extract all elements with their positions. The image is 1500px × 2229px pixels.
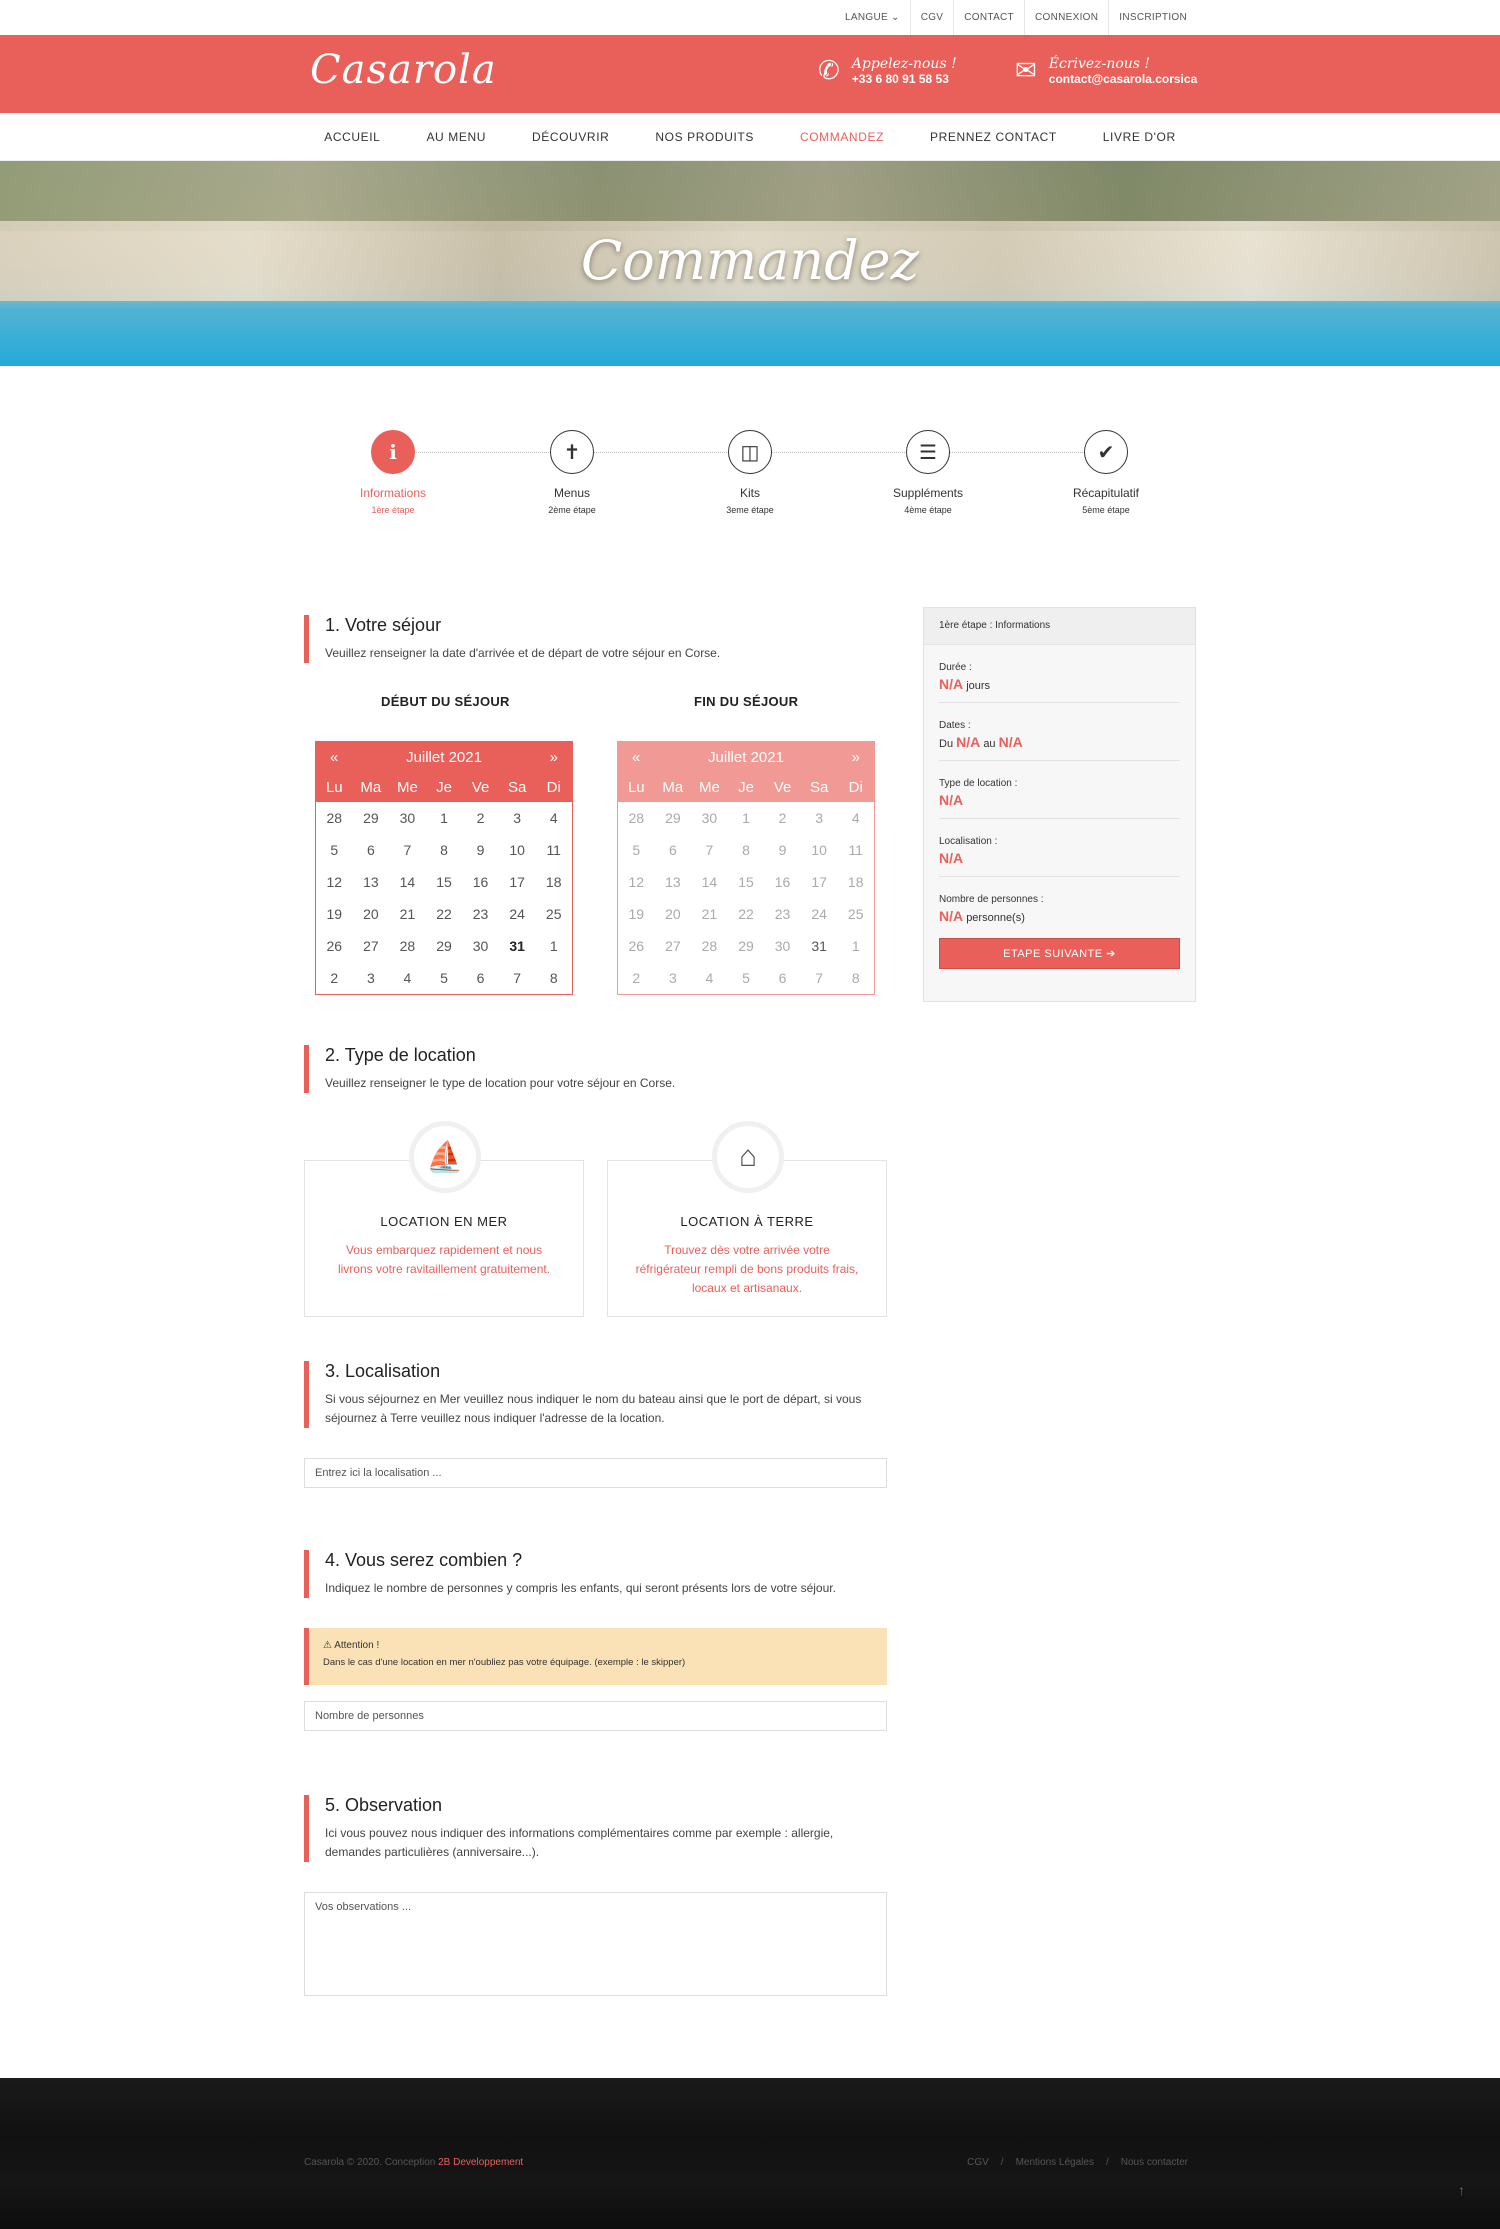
step-subtitle: 2ème étape <box>548 505 596 515</box>
card-description: Trouvez dès votre arrivée votre réfrigérateur rempli de bons produits frais, locaux et artisanaux. <box>635 1243 859 1295</box>
summary-header: 1ère étape : Informations <box>924 608 1195 645</box>
summary-value: N/A <box>939 850 964 866</box>
section-description: Veuillez renseigner le type de location pour votre séjour en Corse. <box>325 1076 676 1090</box>
calendar-day[interactable]: 2 <box>778 810 787 826</box>
step-title: Récapitulatif <box>1072 486 1140 500</box>
end-label: FIN DU SÉJOUR <box>694 694 799 709</box>
footer-contact-link[interactable]: Nous contacter <box>1120 2157 1188 2168</box>
calendar-day[interactable]: 7 <box>513 970 522 986</box>
calendar-day[interactable]: 8 <box>440 842 448 858</box>
calendar-month: Juillet 2021 <box>708 748 784 766</box>
order-steps <box>345 430 1175 530</box>
list-icon: ☰ <box>906 430 950 474</box>
summary-unit: personne(s) <box>966 912 1025 924</box>
calendar-day[interactable]: 6 <box>778 970 787 986</box>
calendar-day[interactable]: 29 <box>665 810 681 826</box>
email-address[interactable]: contact@casarola.corsica <box>1048 71 1198 86</box>
footer <box>0 2078 1500 2229</box>
warning-icon: ⚠ <box>323 1640 332 1651</box>
prev-month-button[interactable]: « <box>330 748 339 766</box>
calendar-day[interactable]: 9 <box>778 842 787 858</box>
calendar-day[interactable]: 30 <box>701 810 718 826</box>
calendar-day[interactable]: 31 <box>811 938 827 954</box>
step-subtitle: 4ème étape <box>904 505 952 515</box>
weekday-label: Ve <box>773 778 792 796</box>
prev-month-button[interactable]: « <box>632 748 641 766</box>
house-icon: ⌂ <box>712 1121 784 1193</box>
calendar-day[interactable]: 1 <box>440 810 448 826</box>
nav-livre-dor[interactable]: LIVRE D'OR <box>1102 129 1176 144</box>
calendar-day[interactable]: 8 <box>549 970 558 986</box>
boat-icon: ⛵ <box>409 1121 481 1193</box>
language-menu[interactable]: LANGUE ⌄ <box>845 12 900 23</box>
summary-localisation <box>939 819 1180 877</box>
calendar-day[interactable]: 3 <box>366 970 375 986</box>
alert-title: Attention ! <box>334 1640 380 1651</box>
calendar-day[interactable]: 16 <box>774 874 791 890</box>
step-subtitle: 3eme étape <box>726 505 774 515</box>
section-description: Indiquez le nombre de personnes y compris les enfants, qui seront présents lors de votre séjour. <box>325 1581 836 1595</box>
calendar-day[interactable]: 28 <box>701 938 718 954</box>
calendar-day[interactable]: 17 <box>509 874 525 890</box>
footer-copyright <box>304 2157 523 2168</box>
calendar-start <box>315 741 573 995</box>
calendar-day[interactable]: 5 <box>330 842 339 858</box>
step-title: Menus <box>553 486 591 500</box>
calendar-day[interactable]: 9 <box>476 842 485 858</box>
calendar-day[interactable]: 25 <box>847 906 864 922</box>
calendar-day[interactable]: 5 <box>440 970 448 986</box>
copyright-text: Casarola © 2020. Conception <box>304 2157 436 2168</box>
calendar-day[interactable]: 2 <box>476 810 485 826</box>
step-title: Informations <box>359 486 427 500</box>
weekday-label: Je <box>738 778 754 796</box>
summary-text: Du <box>939 738 954 750</box>
email-contact[interactable] <box>1015 55 1197 86</box>
summary-dates <box>939 703 1180 761</box>
calendar-day[interactable]: 23 <box>774 906 791 922</box>
summary-value: N/A <box>939 676 964 692</box>
envelope-icon: ✉ <box>1015 55 1037 85</box>
calendar-day[interactable]: 4 <box>549 810 558 826</box>
calendar-day[interactable]: 30 <box>472 938 489 954</box>
calendar-day[interactable]: 24 <box>811 906 827 922</box>
calendar-day[interactable]: 2 <box>632 970 641 986</box>
step-title: Kits <box>739 486 760 500</box>
calendar-day[interactable]: 22 <box>738 906 754 922</box>
calendar-day[interactable]: 4 <box>851 810 860 826</box>
calendar-day[interactable]: 8 <box>851 970 860 986</box>
calendar-day[interactable]: 5 <box>632 842 641 858</box>
next-month-button[interactable]: » <box>549 748 558 766</box>
calendar-month: Juillet 2021 <box>406 748 482 766</box>
summary-unit: jours <box>966 680 991 692</box>
calendar-day[interactable]: 26 <box>326 938 343 954</box>
nav-prennez-contact[interactable]: PRENNEZ CONTACT <box>930 129 1057 144</box>
section-description: Veuillez renseigner la date d'arrivée et de départ de votre séjour en Corse. <box>325 646 721 660</box>
contact-link[interactable]: CONTACT <box>953 0 1024 35</box>
location-mer-card[interactable] <box>304 1140 584 1317</box>
calendar-day[interactable]: 20 <box>665 906 681 922</box>
section-sejour <box>304 615 864 663</box>
nav-nos-produits[interactable]: NOS PRODUITS <box>655 129 754 144</box>
step-title: Suppléments <box>892 486 964 500</box>
calendar-day[interactable]: 7 <box>705 842 714 858</box>
calendar-day[interactable]: 22 <box>436 906 452 922</box>
nav-accueil[interactable]: ACCUEIL <box>324 129 381 144</box>
calendar-day[interactable]: 10 <box>811 842 827 858</box>
phone-icon: ✆ <box>818 55 840 85</box>
footer-links <box>967 2157 1188 2168</box>
calendar-day[interactable]: 1 <box>851 938 860 954</box>
calendar-end <box>617 741 875 995</box>
nav-decouvrir[interactable]: DÉCOUVRIR <box>531 129 610 144</box>
section-title: 5. Observation <box>325 1795 443 1815</box>
summary-label: Durée : <box>939 662 972 673</box>
check-icon: ✔ <box>1084 430 1128 474</box>
calendar-day[interactable]: 3 <box>815 810 824 826</box>
summary-text: au <box>983 738 996 750</box>
page-title: Commandez <box>580 229 920 292</box>
calendar-day[interactable]: 8 <box>742 842 750 858</box>
calendar-day[interactable]: 14 <box>399 874 416 890</box>
calendar-day[interactable]: 4 <box>403 970 412 986</box>
box-icon: ◫ <box>728 430 772 474</box>
summary-value: N/A <box>998 734 1023 750</box>
calendar-day[interactable]: 17 <box>811 874 827 890</box>
logo[interactable]: Casarola <box>310 47 497 93</box>
weekday-label: Sa <box>809 778 829 796</box>
summary-label: Localisation : <box>939 836 998 847</box>
calendar-day[interactable]: 6 <box>366 842 375 858</box>
section-localisation <box>304 1361 887 1428</box>
summary-value: N/A <box>956 734 981 750</box>
card-title: LOCATION EN MER <box>380 1214 508 1229</box>
calendar-day[interactable]: 31 <box>509 938 525 954</box>
calendar-day[interactable]: 3 <box>668 970 677 986</box>
alert-text: Dans le cas d'une location en mer n'oubliez pas votre équipage. (exemple : le skipper) <box>323 1657 686 1668</box>
calendar-day[interactable]: 29 <box>738 938 754 954</box>
footer-mentions-link[interactable]: Mentions Légales <box>1015 2157 1094 2168</box>
scroll-top-icon[interactable]: ↑ <box>1458 2182 1465 2198</box>
weekday-label: Sa <box>507 778 527 796</box>
top-bar <box>0 0 1500 35</box>
step-kits[interactable] <box>690 430 810 515</box>
calendar-day[interactable]: 10 <box>509 842 525 858</box>
section-type-location <box>304 1045 864 1093</box>
calendar-day[interactable]: 30 <box>399 810 416 826</box>
section-title: 2. Type de location <box>325 1045 476 1065</box>
section-title: 3. Localisation <box>325 1361 441 1381</box>
section-title: 4. Vous serez combien ? <box>325 1550 523 1570</box>
start-label: DÉBUT DU SÉJOUR <box>381 694 510 709</box>
phone-contact[interactable] <box>818 55 957 86</box>
info-icon: i <box>371 430 415 474</box>
phone-number[interactable]: +33 6 80 91 58 53 <box>851 71 949 86</box>
observations-textarea[interactable]: Vos observations ... <box>304 1892 887 1996</box>
calendar-day[interactable]: 18 <box>545 874 562 890</box>
calendar-day[interactable]: 25 <box>545 906 562 922</box>
section-title: 1. Votre séjour <box>325 615 442 635</box>
calendar-day[interactable]: 29 <box>436 938 452 954</box>
developer-link[interactable]: 2B Developpement <box>438 2157 524 2168</box>
phone-title: Appelez-nous ! <box>851 55 957 72</box>
calendar-day[interactable]: 27 <box>363 938 379 954</box>
calendar-day[interactable]: 11 <box>848 842 863 858</box>
calendar-day[interactable]: 18 <box>847 874 864 890</box>
section-personnes <box>304 1550 887 1598</box>
calendar-day[interactable]: 1 <box>549 938 558 954</box>
calendar-day[interactable]: 1 <box>742 810 750 826</box>
calendar-day[interactable]: 23 <box>472 906 489 922</box>
utensils-icon: ✝ <box>550 430 594 474</box>
calendar-day[interactable]: 15 <box>436 874 452 890</box>
weekday-label: Di <box>848 778 863 796</box>
weekday-header <box>618 772 874 802</box>
weekday-label: Me <box>397 778 418 796</box>
calendar-day[interactable]: 29 <box>363 810 379 826</box>
calendar-day[interactable]: 12 <box>628 874 645 890</box>
calendar-day[interactable]: 13 <box>363 874 379 890</box>
summary-label: Type de location : <box>939 778 1018 789</box>
step-subtitle: 1ère étape <box>371 505 415 515</box>
calendar-day[interactable]: 7 <box>403 842 412 858</box>
section-observation <box>304 1795 887 1862</box>
calendar-day[interactable]: 27 <box>665 938 681 954</box>
nav-au-menu[interactable]: AU MENU <box>426 129 486 144</box>
persons-input[interactable]: Nombre de personnes <box>304 1701 887 1731</box>
step-supplements[interactable] <box>868 430 988 515</box>
calendar-day[interactable]: 11 <box>546 842 561 858</box>
summary-label: Dates : <box>939 720 971 731</box>
next-step-button[interactable]: ETAPE SUIVANTE ➔ <box>939 938 1180 969</box>
weekday-label: Ma <box>662 778 684 796</box>
calendar-day[interactable]: 13 <box>665 874 681 890</box>
register-link[interactable]: INSCRIPTION <box>1108 0 1197 35</box>
calendar-day[interactable]: 28 <box>326 810 343 826</box>
weekday-label: Me <box>699 778 720 796</box>
calendar-day[interactable]: 21 <box>701 906 718 922</box>
calendar-day[interactable]: 4 <box>705 970 714 986</box>
calendar-day[interactable]: 5 <box>742 970 750 986</box>
calendar-day[interactable]: 21 <box>399 906 416 922</box>
calendar-day[interactable]: 26 <box>628 938 645 954</box>
location-terre-card[interactable] <box>607 1140 887 1317</box>
email-title: Écrivez-nous ! <box>1048 55 1151 72</box>
calendar-day[interactable]: 12 <box>326 874 343 890</box>
footer-cgv-link[interactable]: CGV <box>967 2157 989 2168</box>
calendar-day[interactable]: 3 <box>513 810 522 826</box>
card-description: Vous embarquez rapidement et nous livrons votre ravitaillement gratuitement. <box>337 1243 551 1276</box>
summary-panel <box>923 607 1196 1002</box>
calendar-day[interactable]: 15 <box>738 874 754 890</box>
calendar-day[interactable]: 6 <box>668 842 677 858</box>
calendar-day[interactable]: 7 <box>815 970 824 986</box>
nav-commandez[interactable]: COMMANDEZ <box>799 129 884 144</box>
summary-value: N/A <box>939 792 964 808</box>
calendar-day[interactable]: 28 <box>399 938 416 954</box>
hero-banner <box>0 161 1500 366</box>
summary-personnes <box>939 877 1180 934</box>
step-informations[interactable] <box>333 430 453 515</box>
calendar-day[interactable]: 14 <box>701 874 718 890</box>
weekday-label: Di <box>546 778 561 796</box>
calendar-day[interactable]: 19 <box>326 906 343 922</box>
footer-separator: / <box>1000 2157 1004 2168</box>
section-description: Si vous séjournez en Mer veuillez nous indiquer le nom du bateau ainsi que le port de départ, si vous séjournez à Terre veuillez nous indiquer l'adresse de la location. <box>325 1392 862 1425</box>
summary-label: Nombre de personnes : <box>939 894 1044 905</box>
step-menus[interactable] <box>512 430 632 515</box>
calendar-day[interactable]: 19 <box>628 906 645 922</box>
calendar-day[interactable]: 24 <box>509 906 525 922</box>
calendar-day[interactable]: 2 <box>330 970 339 986</box>
calendar-day[interactable]: 16 <box>472 874 489 890</box>
calendar-day[interactable]: 6 <box>476 970 485 986</box>
weekday-header <box>316 772 572 802</box>
calendar-day[interactable]: 30 <box>774 938 791 954</box>
next-month-button[interactable]: » <box>851 748 860 766</box>
calendar-grid <box>316 802 572 994</box>
weekday-label: Je <box>436 778 452 796</box>
attention-alert <box>304 1628 887 1685</box>
summary-value: N/A <box>939 908 964 924</box>
step-recapitulatif[interactable] <box>1046 430 1166 515</box>
footer-separator: / <box>1105 2157 1109 2168</box>
weekday-label: Ma <box>360 778 382 796</box>
header <box>0 35 1500 113</box>
calendar-day[interactable]: 20 <box>363 906 379 922</box>
weekday-label: Ve <box>471 778 490 796</box>
localisation-input[interactable]: Entrez ici la localisation ... <box>304 1458 887 1488</box>
summary-type <box>939 761 1180 819</box>
calendar-grid <box>618 802 874 994</box>
calendar-day[interactable]: 28 <box>628 810 645 826</box>
login-link[interactable]: CONNEXION <box>1024 0 1108 35</box>
weekday-label: Lu <box>325 778 343 796</box>
section-description: Ici vous pouvez nous indiquer des informations complémentaires comme par exemple : allergie, demandes particulières (anniversaire...). <box>325 1826 834 1859</box>
step-subtitle: 5ème étape <box>1082 505 1130 515</box>
summary-duree <box>939 645 1180 703</box>
main-nav <box>0 113 1500 161</box>
cgv-link[interactable]: CGV <box>910 0 954 35</box>
card-title: LOCATION À TERRE <box>680 1214 814 1229</box>
weekday-label: Lu <box>627 778 645 796</box>
